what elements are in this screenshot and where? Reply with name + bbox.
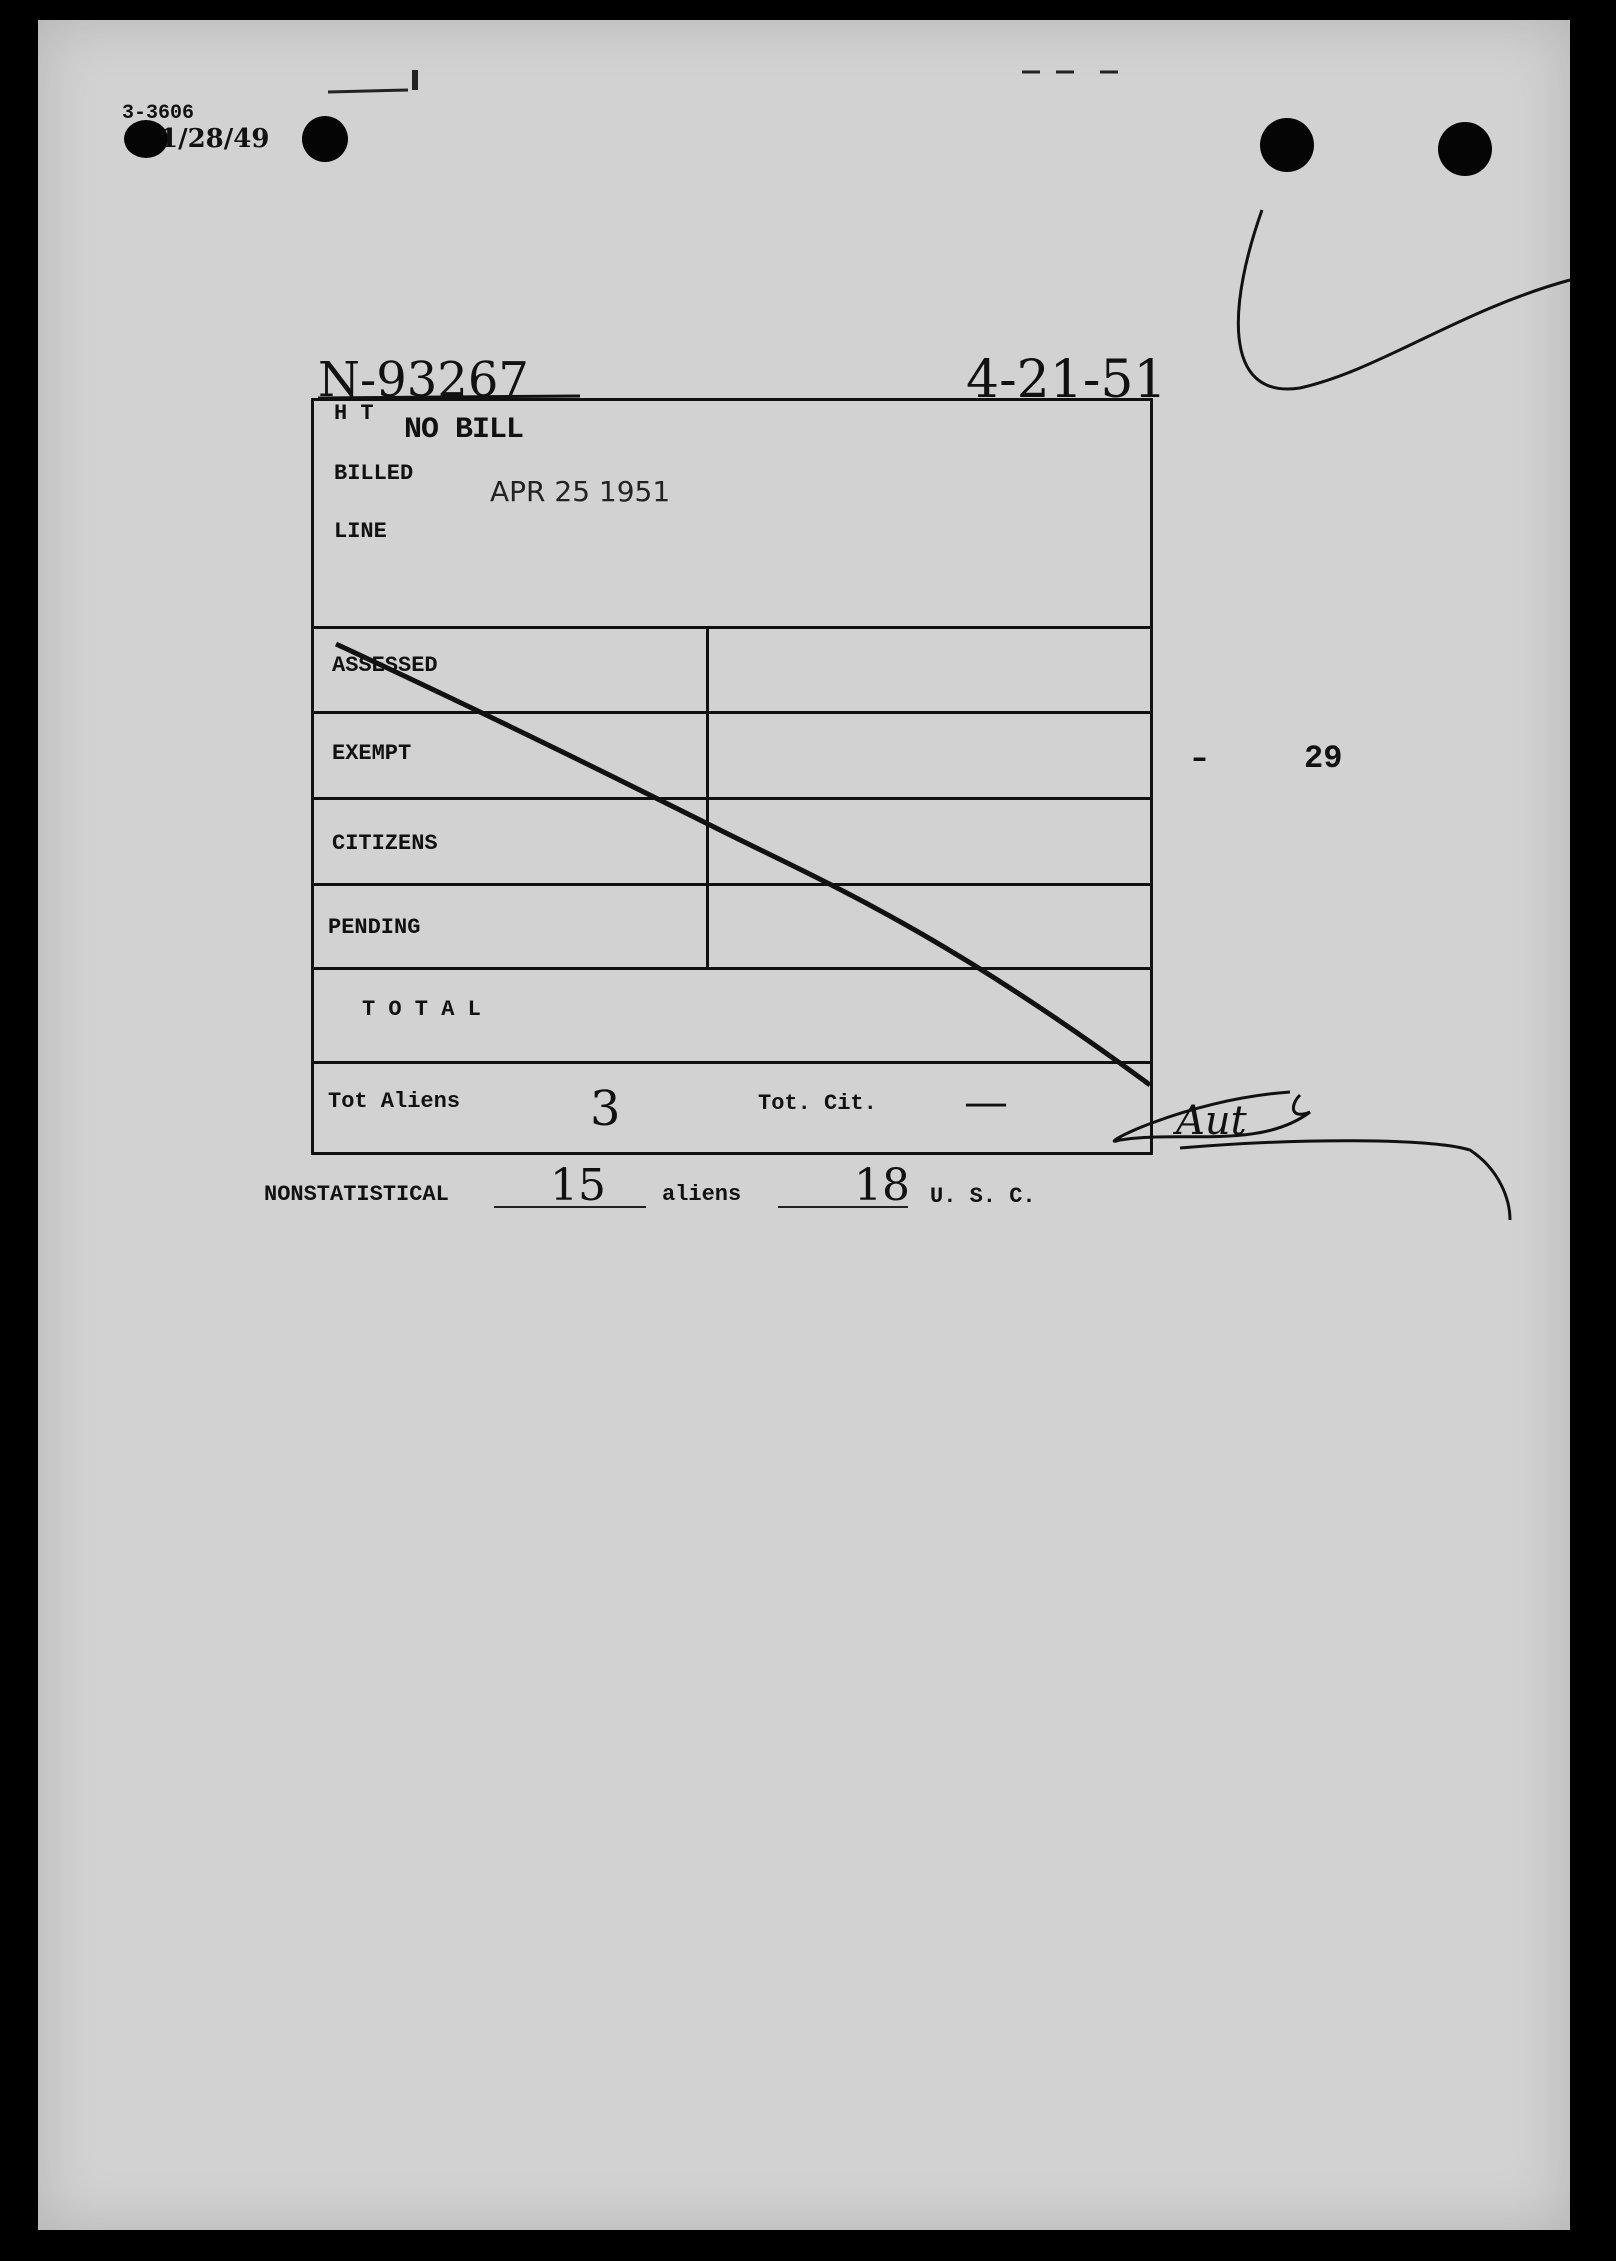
side-number: 29 — [1304, 740, 1343, 777]
signature-tail — [1180, 1141, 1510, 1220]
strike-through-line — [336, 644, 1150, 1085]
aliens-label: aliens — [662, 1182, 742, 1207]
tot-aliens-value: 3 — [590, 1081, 621, 1137]
no-bill-stamp: NO BILL — [404, 413, 524, 447]
billed-label: BILLED — [334, 461, 414, 486]
nonstat-aliens-value: 15 — [550, 1160, 606, 1211]
row-exempt: EXEMPT — [332, 741, 412, 766]
corner-note-line1: 3-3606 — [122, 102, 195, 125]
row-citizens: CITIZENS — [332, 831, 438, 856]
usc-label: U. S. C. — [930, 1184, 1036, 1209]
date-stamp: APR 25 1951 — [490, 475, 671, 508]
row-pending: PENDING — [328, 915, 421, 940]
ht-label: H T — [334, 401, 374, 426]
tot-aliens-label: Tot Aliens — [328, 1089, 461, 1114]
file-number-underline — [318, 396, 580, 398]
signature-initials: Aut — [1176, 1098, 1247, 1144]
file-number: N-93267 — [318, 352, 529, 408]
row-assessed: ASSESSED — [332, 653, 438, 678]
margin-curve — [1238, 210, 1570, 389]
tot-cit-label: Tot. Cit. — [758, 1091, 877, 1116]
corner-note-line2: 1/28/49 — [160, 124, 270, 154]
total-label: T O T A L — [362, 997, 481, 1022]
top-dash-marks — [328, 72, 1118, 92]
nonstatistical-label: NONSTATISTICAL — [264, 1182, 449, 1207]
tot-cit-value: — — [964, 1077, 1008, 1128]
line-label: LINE — [334, 519, 387, 544]
usc-value: 18 — [854, 1160, 910, 1211]
top-mark — [412, 70, 418, 90]
side-dash: – — [1192, 740, 1207, 775]
handwritten-date: 4-21-51 — [966, 350, 1167, 410]
